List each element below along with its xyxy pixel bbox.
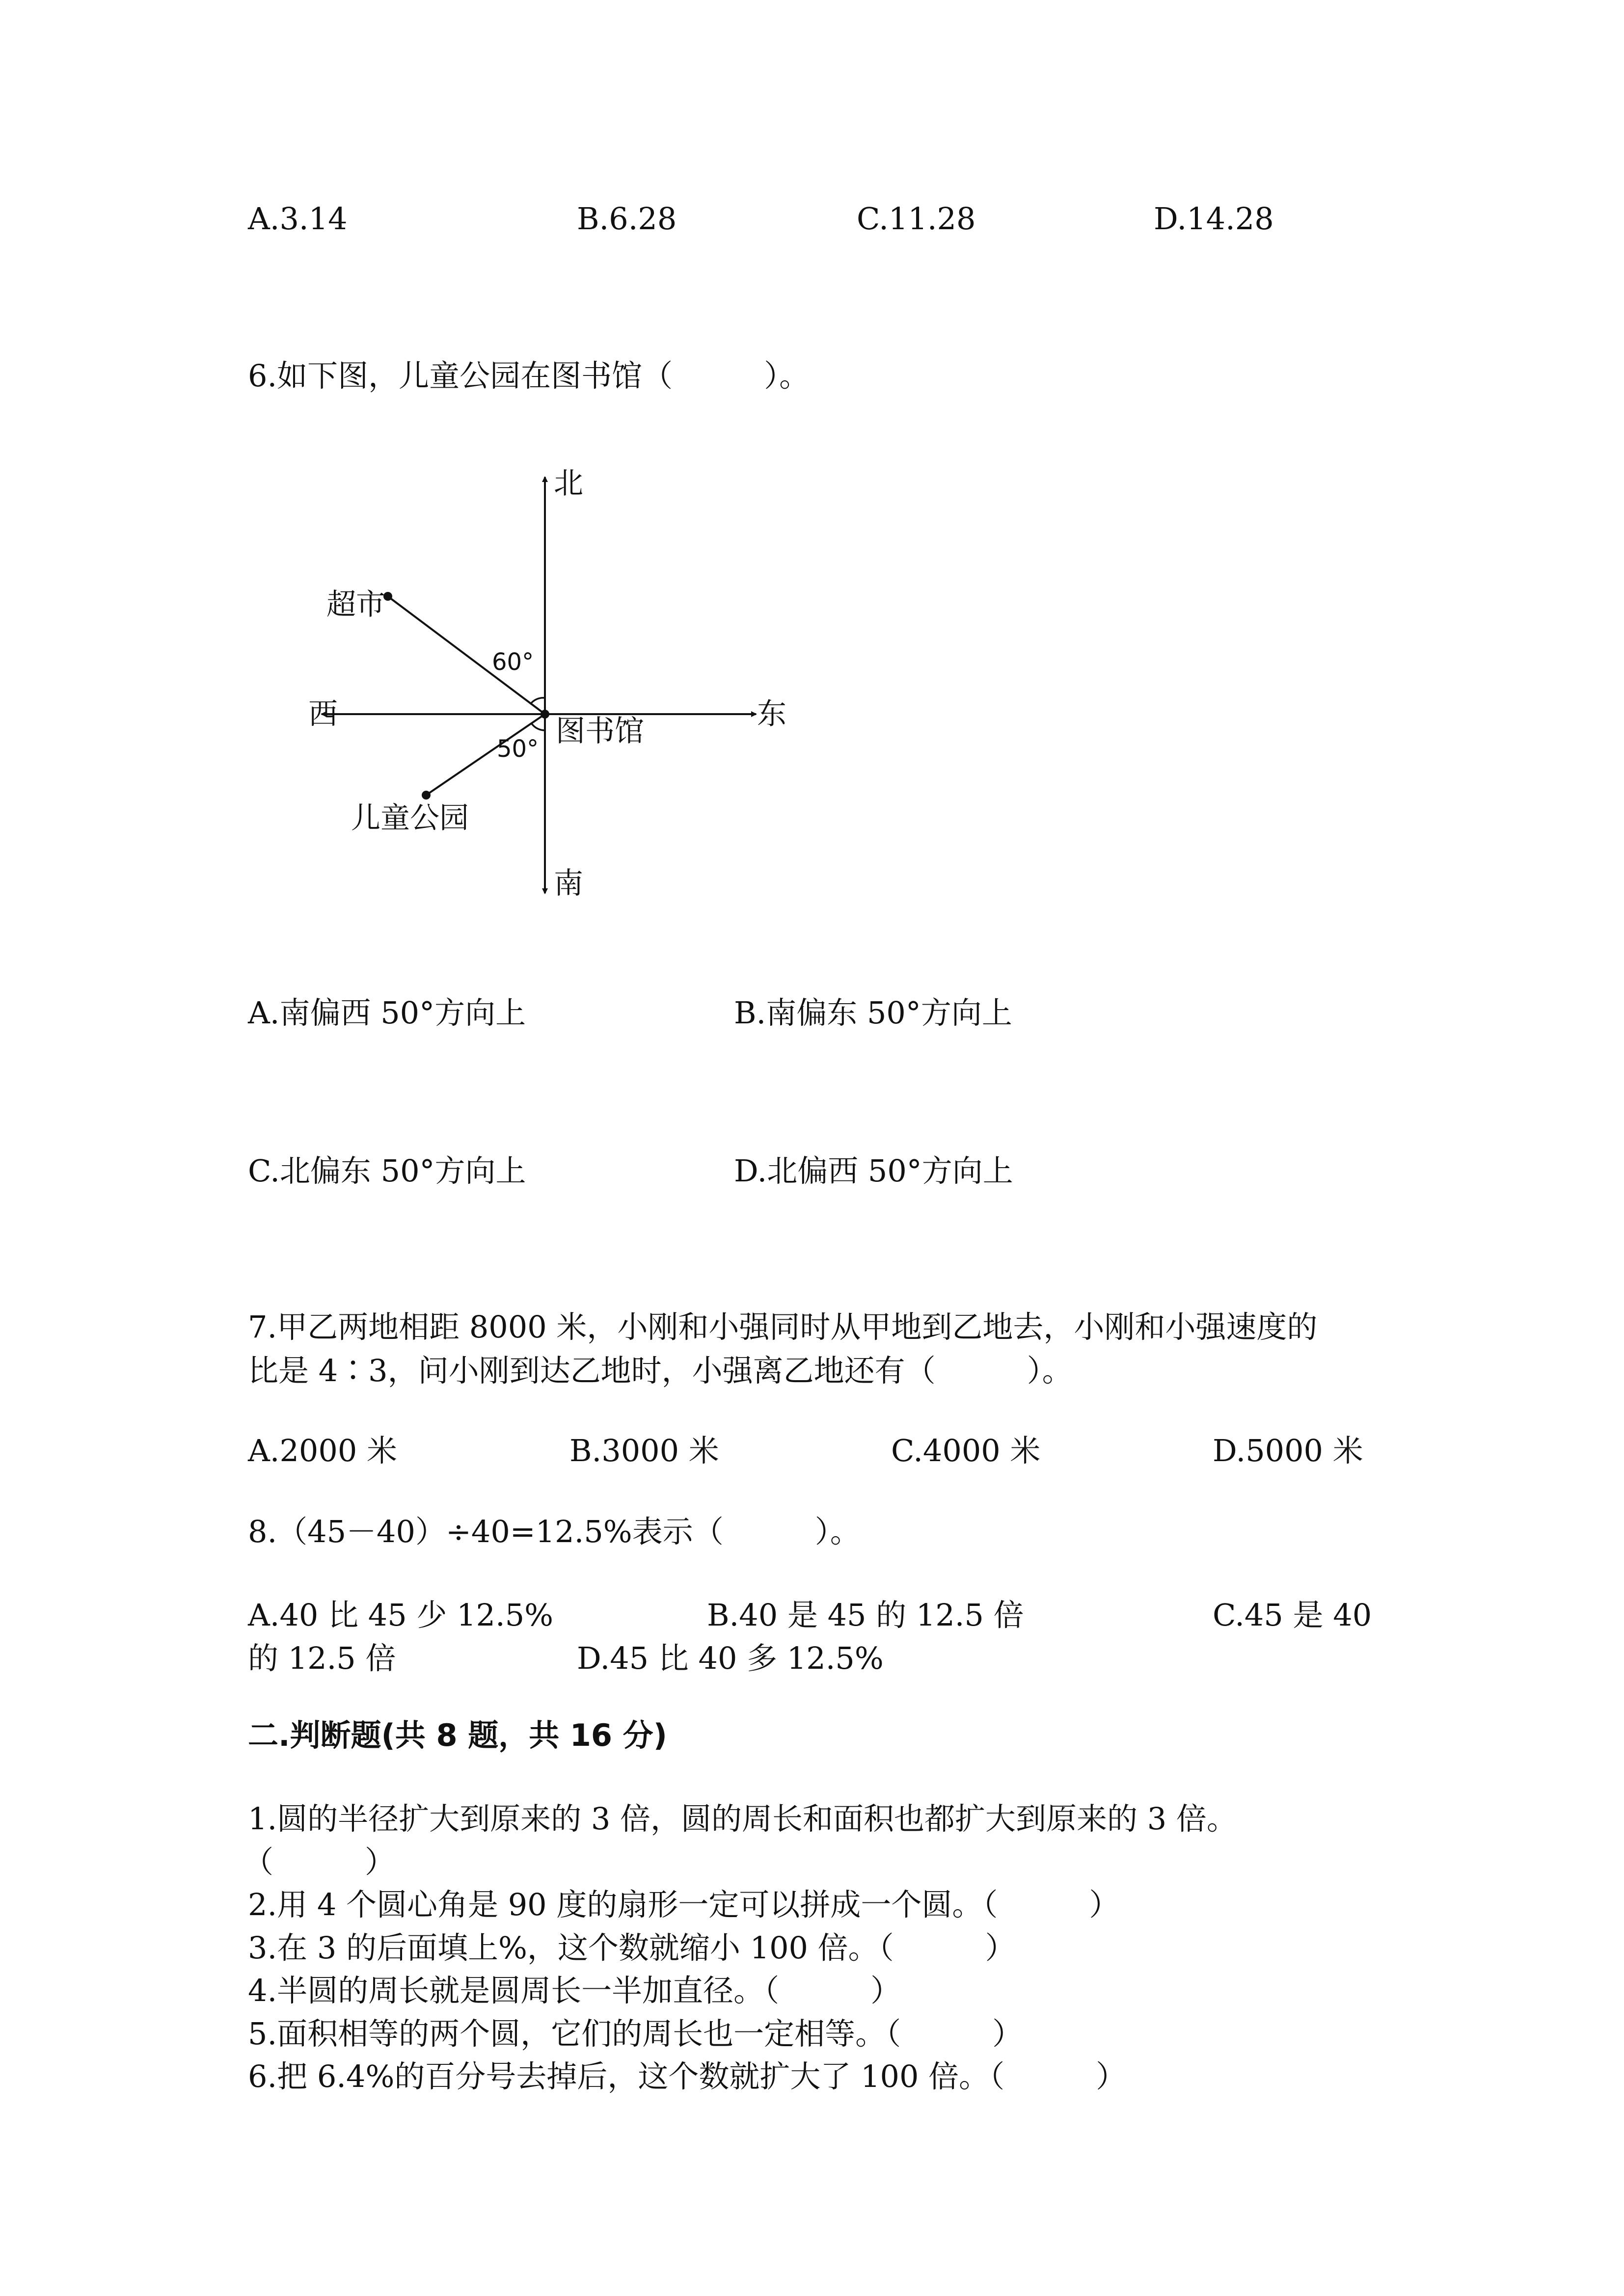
angle-arc-bottom: [531, 723, 545, 730]
label-east: 东: [757, 697, 786, 731]
judge-item-1: 1.圆的半径扩大到原来的 3 倍，圆的周长和面积也都扩大到原来的 3 倍。: [248, 1801, 1237, 1837]
judge-item-6: 6.把 6.4%的百分号去掉后，这个数就扩大了 100 倍。（ ）: [248, 2058, 1127, 2094]
judge-item-1-blank: （ ）: [243, 1844, 396, 1880]
section2-title: 二.判断题(共 8 题，共 16 分): [248, 1717, 667, 1753]
q5-option-c: C.11.28: [857, 201, 976, 237]
angle-arc-top: [530, 698, 545, 704]
q6-stem: 6.如下图，儿童公园在图书馆（ ）。: [248, 358, 810, 394]
label-park: 儿童公园: [351, 801, 469, 835]
q6-option-d: D.北偏西 50°方向上: [734, 1153, 1013, 1189]
q7-option-a: A.2000 米: [248, 1433, 397, 1468]
q8-option-d: D.45 比 40 多 12.5%: [577, 1640, 884, 1676]
q5-option-d: D.14.28: [1154, 201, 1274, 237]
label-angle-top: 60°: [492, 648, 534, 676]
q6-option-b: B.南偏东 50°方向上: [734, 995, 1012, 1031]
compass-diagram: [275, 456, 864, 918]
judge-item-5: 5.面积相等的两个圆，它们的周长也一定相等。（ ）: [248, 2016, 1023, 2052]
judge-item-3: 3.在 3 的后面填上%，这个数就缩小 100 倍。（ ）: [248, 1930, 1016, 1966]
judge-item-2: 2.用 4 个圆心角是 90 度的扇形一定可以拼成一个圆。（ ）: [248, 1887, 1120, 1922]
center-dot: [541, 710, 549, 719]
q8-option-a: A.40 比 45 少 12.5%: [248, 1597, 554, 1633]
label-south: 南: [554, 866, 583, 901]
q5-option-a: A.3.14: [248, 201, 348, 237]
q8-option-b: B.40 是 45 的 12.5 倍: [707, 1597, 1024, 1633]
label-library: 图书馆: [556, 714, 644, 748]
q6-option-a: A.南偏西 50°方向上: [248, 995, 526, 1031]
q7-stem-line1: 7.甲乙两地相距 8000 米，小刚和小强同时从甲地到乙地去，小刚和小强速度的: [248, 1309, 1318, 1345]
q7-option-c: C.4000 米: [891, 1433, 1041, 1468]
q5-option-b: B.6.28: [577, 201, 677, 237]
q8-option-c: C.45 是 40: [1213, 1597, 1372, 1633]
q7-stem-line2: 比是 4∶3，问小刚到达乙地时，小强离乙地还有（ ）。: [248, 1353, 1073, 1388]
q7-option-d: D.5000 米: [1213, 1433, 1363, 1468]
label-supermarket: 超市: [326, 587, 385, 622]
q6-option-c: C.北偏东 50°方向上: [248, 1153, 526, 1189]
judge-item-4: 4.半圆的周长就是圆周长一半加直径。（ ）: [248, 1973, 901, 2008]
label-north: 北: [554, 466, 583, 501]
park-dot: [422, 791, 431, 800]
label-west: 西: [308, 697, 338, 731]
q8-option-c-cont: 的 12.5 倍: [248, 1640, 396, 1676]
q7-option-b: B.3000 米: [569, 1433, 719, 1468]
label-angle-bottom: 50°: [497, 735, 539, 763]
q8-stem: 8.（45－40）÷40=12.5%表示（ ）。: [248, 1514, 861, 1549]
